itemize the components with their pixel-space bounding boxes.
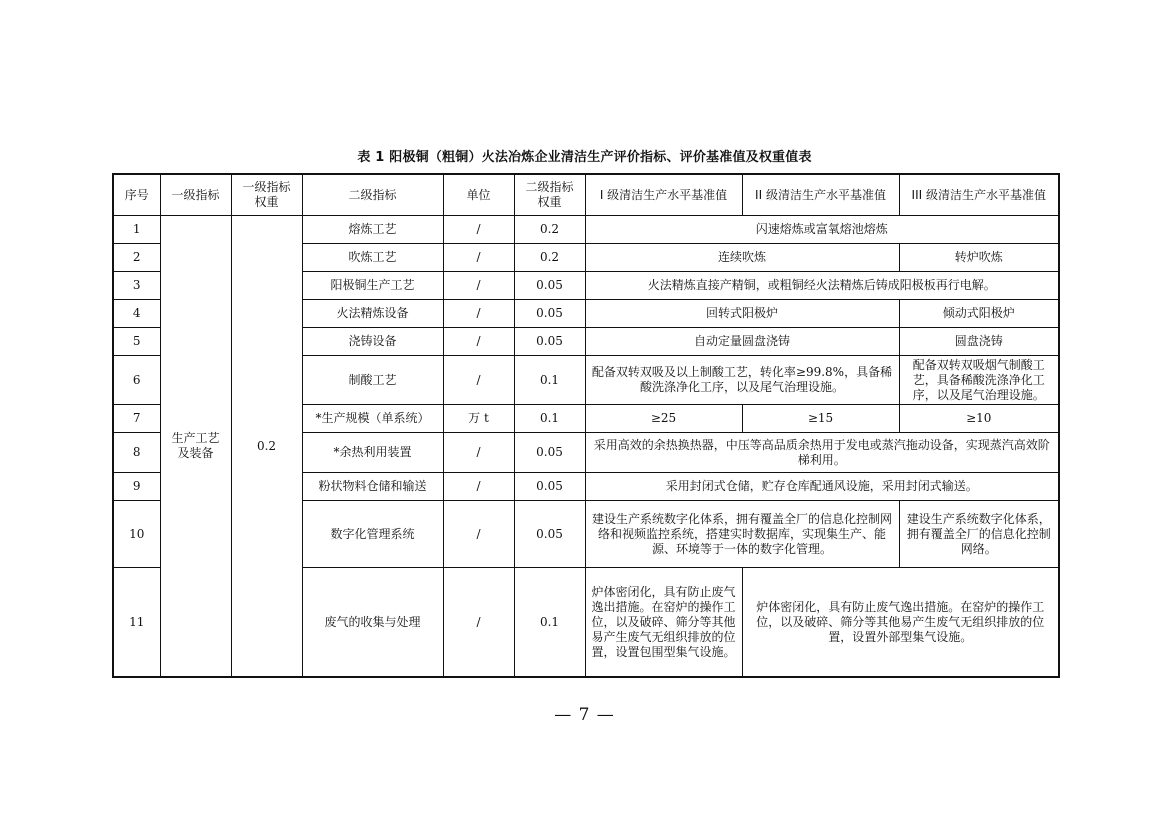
row-number: 11 <box>113 568 160 678</box>
benchmark-grade3: 倾动式阳极炉 <box>899 300 1059 328</box>
row-number: 3 <box>113 272 160 300</box>
benchmark-grade3: ≥10 <box>899 405 1059 433</box>
level2-indicator: 废气的收集与处理 <box>302 568 443 678</box>
row-number: 7 <box>113 405 160 433</box>
unit-cell: / <box>443 433 514 473</box>
header-grade1: I 级清洁生产水平基准值 <box>585 174 742 216</box>
benchmark-grade1: 炉体密闭化，具有防止废气逸出措施。在窑炉的操作工位，以及破碎、筛分等其他易产生废气无组织排放的位置，设置包围型集气设施。 <box>585 568 742 678</box>
header-seq: 序号 <box>113 174 160 216</box>
row-number: 1 <box>113 216 160 244</box>
header-grade3: III 级清洁生产水平基准值 <box>899 174 1059 216</box>
page-number: — 7 — <box>554 705 615 725</box>
level2-indicator: 粉状物料仓储和输送 <box>302 473 443 501</box>
benchmark-grade2: ≥15 <box>742 405 899 433</box>
benchmark-grade1-2: 连续吹炼 <box>585 244 899 272</box>
level2-weight: 0.1 <box>514 568 585 678</box>
benchmark-all: 火法精炼直接产精铜，或粗铜经火法精炼后铸成阳极板再行电解。 <box>585 272 1059 300</box>
row-number: 10 <box>113 501 160 568</box>
level2-weight: 0.2 <box>514 244 585 272</box>
evaluation-table <box>112 173 1060 678</box>
row-number: 9 <box>113 473 160 501</box>
level2-weight: 0.05 <box>514 473 585 501</box>
benchmark-grade1-2: 建设生产系统数字化体系，拥有覆盖全厂的信息化控制网络和视频监控系统，搭建实时数据库，实现集生产、能源、环境等于一体的数字化管理。 <box>585 501 899 568</box>
level2-weight: 0.1 <box>514 356 585 405</box>
header-level2-weight <box>514 174 585 216</box>
benchmark-all: 采用高效的余热换热器，中压等高品质余热用于发电或蒸汽拖动设备，实现蒸汽高效阶梯利用。 <box>585 433 1059 473</box>
benchmark-grade3: 转炉吹炼 <box>899 244 1059 272</box>
benchmark-all: 闪速熔炼或富氧熔池熔炼 <box>585 216 1059 244</box>
unit-cell: / <box>443 300 514 328</box>
header-level1: 一级指标 <box>160 174 231 216</box>
level2-weight: 0.05 <box>514 328 585 356</box>
row-number: 5 <box>113 328 160 356</box>
unit-cell: / <box>443 356 514 405</box>
benchmark-grade3: 圆盘浇铸 <box>899 328 1059 356</box>
level2-indicator: 熔炼工艺 <box>302 216 443 244</box>
level2-indicator: 数字化管理系统 <box>302 501 443 568</box>
table-row <box>113 216 1059 244</box>
level2-indicator: *余热利用装置 <box>302 433 443 473</box>
unit-cell: / <box>443 501 514 568</box>
level2-weight: 0.05 <box>514 501 585 568</box>
level2-indicator: 吹炼工艺 <box>302 244 443 272</box>
benchmark-grade1-2: 配备双转双吸及以上制酸工艺，转化率≥99.8%，具备稀酸洗涤净化工序，以及尾气治理设施。 <box>585 356 899 405</box>
level1-indicator <box>160 216 231 678</box>
header-level2-weight-line1: 二级指标 <box>525 180 574 194</box>
level2-weight: 0.05 <box>514 433 585 473</box>
level2-indicator: *生产规模（单系统） <box>302 405 443 433</box>
header-level2: 二级指标 <box>302 174 443 216</box>
level2-indicator: 火法精炼设备 <box>302 300 443 328</box>
header-level1-weight-line2: 权重 <box>254 195 279 209</box>
table-header-row <box>113 174 1059 216</box>
unit-cell: / <box>443 473 514 501</box>
header-level1-weight-line1: 一级指标 <box>242 180 291 194</box>
level1-name-line2: 及装备 <box>177 446 214 460</box>
level2-indicator: 阳极铜生产工艺 <box>302 272 443 300</box>
unit-cell: / <box>443 272 514 300</box>
unit-cell: 万 t <box>443 405 514 433</box>
level2-weight: 0.2 <box>514 216 585 244</box>
unit-cell: / <box>443 244 514 272</box>
unit-cell: / <box>443 216 514 244</box>
level1-weight: 0.2 <box>231 216 302 678</box>
benchmark-grade3: 建设生产系统数字化体系，拥有覆盖全厂的信息化控制网络。 <box>899 501 1059 568</box>
unit-cell: / <box>443 568 514 678</box>
level2-weight: 0.1 <box>514 405 585 433</box>
row-number: 6 <box>113 356 160 405</box>
header-level1-weight <box>231 174 302 216</box>
level2-weight: 0.05 <box>514 272 585 300</box>
row-number: 2 <box>113 244 160 272</box>
benchmark-grade1: ≥25 <box>585 405 742 433</box>
benchmark-all: 采用封闭式仓储，贮存仓库配通风设施，采用封闭式输送。 <box>585 473 1059 501</box>
header-grade2: II 级清洁生产水平基准值 <box>742 174 899 216</box>
level1-name-line1: 生产工艺 <box>171 431 220 445</box>
header-unit: 单位 <box>443 174 514 216</box>
benchmark-grade3: 配备双转双吸烟气制酸工艺，具备稀酸洗涤净化工序，以及尾气治理设施。 <box>899 356 1059 405</box>
benchmark-grade2-3: 炉体密闭化，具有防止废气逸出措施。在窑炉的操作工位，以及破碎、筛分等其他易产生废气无组织排放的位置，设置外部型集气设施。 <box>742 568 1059 678</box>
benchmark-grade1-2: 回转式阳极炉 <box>585 300 899 328</box>
level2-indicator: 制酸工艺 <box>302 356 443 405</box>
benchmark-grade1-2: 自动定量圆盘浇铸 <box>585 328 899 356</box>
table-caption: 表 1 阳极铜（粗铜）火法冶炼企业清洁生产评价指标、评价基准值及权重值表 <box>357 150 812 165</box>
level2-indicator: 浇铸设备 <box>302 328 443 356</box>
header-level2-weight-line2: 权重 <box>537 195 562 209</box>
row-number: 8 <box>113 433 160 473</box>
unit-cell: / <box>443 328 514 356</box>
row-number: 4 <box>113 300 160 328</box>
level2-weight: 0.05 <box>514 300 585 328</box>
